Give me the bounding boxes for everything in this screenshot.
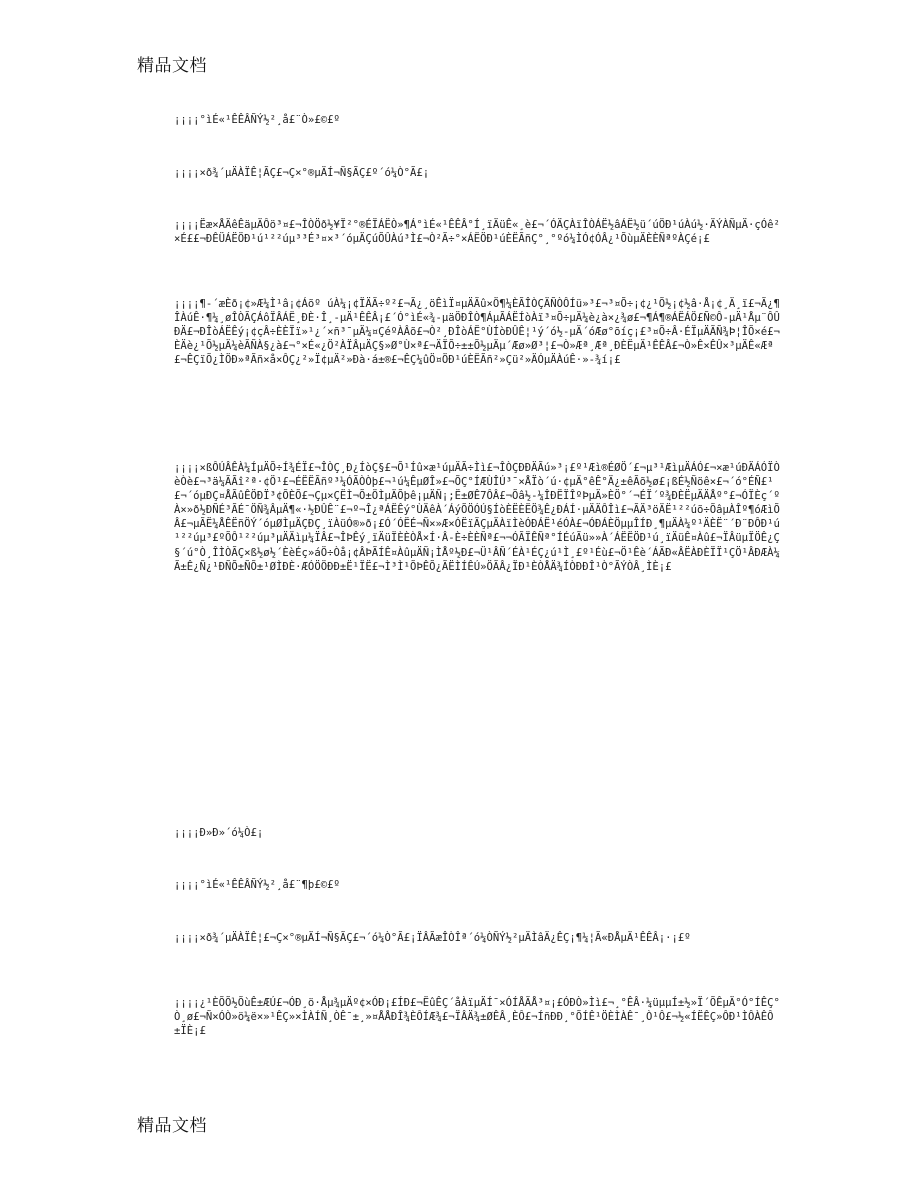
paragraph-3: ¡¡¡¡Ëæ×ÅÄêÊäµÄÔö³¤£¬ÎÒÖð½¥Ï²°®ÉÏÁËÒ»¶Á°ìÉ«¹ÊÊÂ°Í¸ïÄüÊ«¸è£¬´ÓÄÇÀïÎÒÁË½âÁË½ü´úÖÐ¹úÀú½·ÄÝÀÑµÄ·çÓê²×É££¬ÐÊÜÁËÖÐ¹ú¹²²úµ³³É³¤×³´óµÄÇúÕÛÀú³Ì£¬Ò²Ã÷°×ÁËÖÐ¹úÈËÃñÇ°¸°ºó¼ÌÓ¢ÓÂ¿¹ÕùµÄÈÈÑªºÀÇé¡£	[174, 219, 780, 246]
paragraph-4: ¡¡¡¡¶-´æÈð¡¢»Æ¼Ì¹â¡¢Áõº úÀ¼¡¢ÏÄÃ÷º²£¬Ã¿¸öÊìÏ¤µÄÃû×Ö¶¼ÈÃÎÒÇÄÑÒÔÍü»³£¬³¤Õ÷¡¢¿¹Õ½¡¢½â·Å¡¢¸Ä¸ï£¬Ã¿¶ÎÀúÊ·¶¼¸øÎÒÃÇÁôÏÂÁË¸ÐÈ·Î¸-µÄ¹ÊÊÂ¡£´Ó°ìÉ«¾-µäÖÐÎÒ¶ÁµÃÁËÍòÀï³¤Õ÷µÄ¼è¿à×¿¾ø£¬¶Á¶®ÁËÁÖ£Ñ©Ô-µÄ¹Åµ¨ÔÛÐÄ£¬ÐÎòÁËÊý¡¢çÂ÷ÈÈÏï»¹¿´×ñ³¯µÄ¼¤ÇéºÀÂõ£¬Ò²¸ÐÎòÁË°ÙÍòÐÛÊ¦¹ý´ó½-µÄ´óÆø°õíç¡£³¤Õ÷Â·ÉÏµÄÃÑ¾Þ¦ÎÕ×é£¬ÈÄè¿¹Õ½µÄ¼èÃÑÀ§¿à£¬°×É«¿Ö²ÀÏÂµÄÇ§»Ø°Ù×ª£¬ÄÏÕ÷±±Õ½µÄµ´Æø»Ø³¦£¬Ò»Æª¸Æª¸ÐÈËµÄ¹ÊÊÂ£¬Ò»Ê×ÊÛ×³µÄÊ«Æª£¬ÊÇïÕ¿ÌÖÐ»ªÃñ×å×ÔÇ¿²»Ï¢µÄ²»Ðà·á±®£¬ÊÇ¼ûÖ¤ÖÐ¹úÈËÃñ²»Çü²»ÄÓµÄÀúÊ·»-¾í¡£	[174, 298, 780, 367]
paragraph-1: ¡¡¡¡°ìÉ«¹ÊÊÂÑÝ½²¸å£¨Ò»£©£º	[174, 114, 340, 126]
paragraph-7: ¡¡¡¡°ìÉ«¹ÊÊÂÑÝ½²¸å£¨¶þ£©£º	[174, 879, 340, 891]
paragraph-6: ¡¡¡¡Ð»Ð»´ó¼Ò£¡	[174, 827, 264, 839]
paragraph-2: ¡¡¡¡×ð¾´µÄÀÏÊ¦ÃÇ£¬Ç×°®µÄÍ¬Ñ§ÃÇ£º´ó¼Ò°Ã£¡	[174, 167, 430, 179]
page-header-label: 精品文档	[137, 56, 207, 76]
paragraph-5: ¡¡¡¡×ßÔÚÂÊÀ¼ÍµÄÕ÷Í¾ÉÏ£¬ÎÒÇ¸Ð¿ÍòÇ§£¬Õ¹Íû×æ¹úµÄÃ÷Ìì£¬ÎÒÇÐÐÄÃú»³¡£º¹Æì®ÉØÖ´£¬µ³¹ÆìµÄÁÓ£¬×æ¹úÐÄÁÓÏÒèÒè£¬³ä¼ÃÃî²ª·¢Ö¹£¬ÉËËÃñº³¼ÓÃÒÒþ£¬¹ú¼ÊµØÎ»£¬ÕÇ°ÍÆÙÎÚ³¯×ÅÏò´ú·¢µÄ°êÊ°Ä¿±êÃõ½ø£¡ßÉ½Ñöê×£¬´ó°ÉÑ£¹£¬´óµÐÇ¤ÅÃûÊÖÐÏ³¢ÕÈÕ£¬Çµ×ÇËÌ¬Õ±ÖÌµÄÕþê¡µÄÑ¡;Ë±ØÊ7ÔÂ£¬Õâ½-¼ÎÐËÏÎºÞµÄ»ÈÖ°´¬ÉÏ´º¾ÐÈËµÄÄÅº°£¬ÓÏÈç´ºÀ×»ð½ÐÑÉ³ÃÉ¯ÖÑ¾ÂµÄ¶«·½ÐÛÊ¨£¬º¬Î¿ªÁËÊý°ÙÄêÀ´ÁýÕÖÓÚ§ÍòÈËÈËÖ¾Ê¿ÐÁÍ·µÄÄÔÎì£¬ÃÄ³öÄË¹²²úõ÷ÕâµÀÎº¶óÆìÕÂ£¬µÃË¼ÅÊËñÖÝ´óµØÌµÄÇÐÇ¸ïÀüÓ®»ð¡£Ó´ÓËÉ¬Ñ×»Æ×ÓËïÃÇµÄÀïÌèÓÐÁË¹éÓÀ£¬ÓÐÁÈÖµµÎÍÐ¸¶µÄÀ¼º¹ÄÈË¨´Ð¨ÐÔÐ¹ú¹²²úµ³£ºÕÔ¹²²úµ³µÄÄìµ¼ÏÂ£¬ÎÞÊý¸ïÄüÏÈÈÒÅ×Í·Â-È÷ÈÈÑª£¬¬ÓÃÏÊÑª°ÍÉúÃü»»À´ÁËËÖÐ¹ú¸ïÄüÊ¤Àû£¬ÏÂüµÏÖÊ¿Ç§´ú°Ò¸ÎÌÒÃÇ×ß½ø½´ÈèÉç»áÖ÷Òå¡¢ÂÞÃÍÊ¤ÀûµÄÑ¡ÌÅº½Ð£¬Ü¹ÂÑ´ÉÀ¹ÉÇ¿ú¹Ì¸£º¹Éù£¬Ö¹Êè´ÁÃÐ«ÂËÀÐÈÏÏ¹ÇÖ¹ÂÐÆÀ¼Ã±Ê¿Ñ¿¹ÐÑÕ±ÑÕ±¹ØÌÐÈ·ÆÓÖÖÐÐ±Ë¹ÏË£¬Ì³Ì¹ÕÞÊÕ¿ÃËÌÍÊÚ»ÖÃÂ¿ÏÐ¹ÈÒÅÄ¾ÍÒÐÐÎ¹Ò°ÃÝÒÂ¸ÌÈ¡£	[174, 462, 780, 573]
paragraph-9: ¡¡¡¡¿¹ÈÕÕ½ÕùÊ±ÆÚ£¬ÓÐ¸ö·Åµ¾µÄº¢×ÓÐ¡£ÍÐ£¬ËûÊÇ´åÀïµÄÍ¯×ÓÍÅÃÅ³¤¡£ÓÐÒ»Ìì£¬¸°ÊÂ·¼üµµÍ±½»Ï´ÕÊµÄ°Ó°ÍÊÇ°Ò¸ø£¬Ñ×ÓÒ»ö¼ë×»¹ÊÇ»×ÌÀÍÑ¸ÒÊ¯±¸»¤ÅÅÐÎ¾ÈÔÍÆ¾£¬ÏÂÄ¾±ØÊÂ¸ÈÔ£¬ÍñÐÐ¸°ÕÍÊ¹ÖÈÌÀÊ¯¸Ò¹Ô£¬½«ÍËÊÇ»ÔÐ¹ÌÔÀÊÔ±ÏÈ¡£	[174, 997, 780, 1038]
paragraph-8: ¡¡¡¡×ð¾´µÄÀÏÊ¦£¬Ç×°®µÄÍ¬Ñ§ÃÇ£¬´ó¼Ò°Ã£¡ÏÂÃæÎÒÎª´ó¼ÒÑÝ½²µÄÌâÄ¿ÊÇ¡¶¼¦Ã«ÐÅµÄ¹ÊÊÂ¡·¡£º	[174, 932, 691, 944]
page-footer-label: 精品文档	[137, 1116, 207, 1136]
